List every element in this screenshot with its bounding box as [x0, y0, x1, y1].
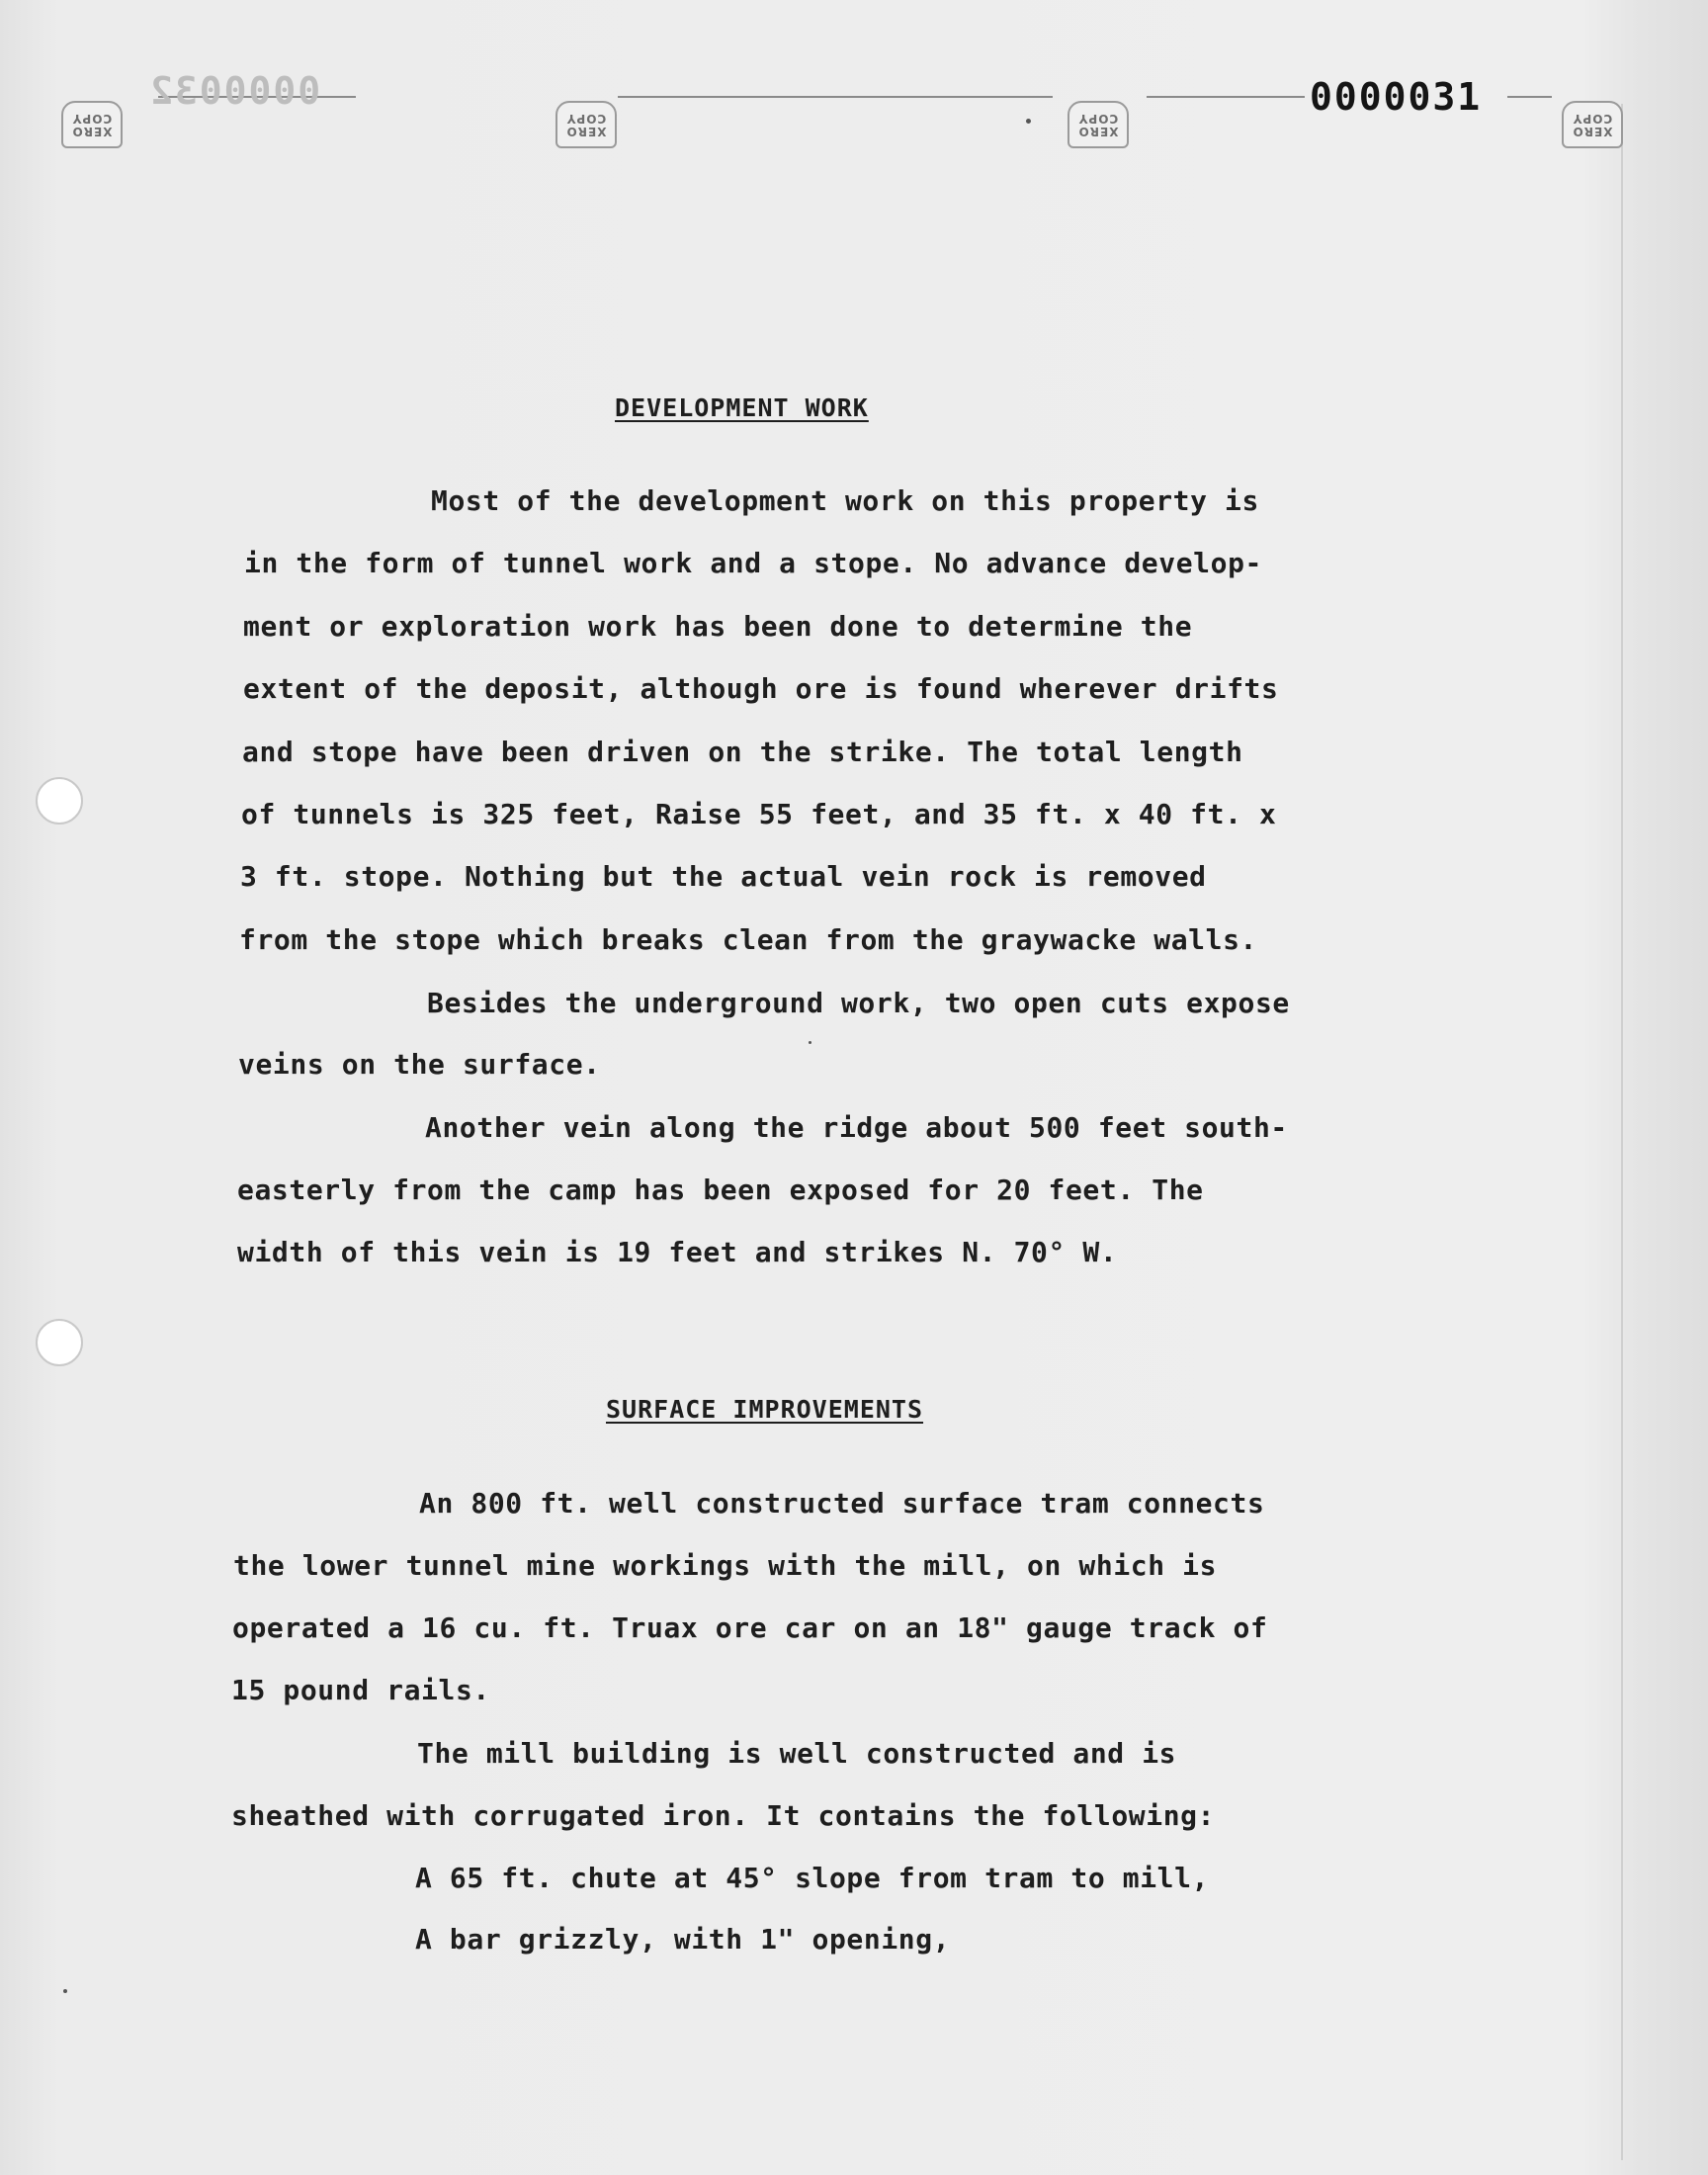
body-text-line: the lower tunnel mine workings with the mill, on which is	[233, 1549, 1218, 1582]
body-text-line: Another vein along the ridge about 500 feet south-	[425, 1111, 1288, 1144]
body-text-line: 15 pound rails.	[231, 1674, 490, 1706]
ghost-page-number: 0000032	[148, 69, 321, 113]
stamp-text: COPY	[1572, 112, 1613, 126]
top-rule	[1147, 96, 1305, 98]
xero-copy-stamp	[555, 101, 617, 148]
stamp-text: COPY	[565, 112, 607, 126]
section-heading: DEVELOPMENT WORK	[615, 393, 869, 422]
body-text-line: operated a 16 cu. ft. Truax ore car on an 18" gauge track of	[232, 1611, 1268, 1644]
body-text-line: width of this vein is 19 feet and strikes N. 70° W.	[237, 1236, 1118, 1268]
top-rule	[1507, 96, 1552, 98]
body-text-line: extent of the deposit, although ore is found wherever drifts	[243, 672, 1279, 705]
body-text-line: sheathed with corrugated iron. It contains the following:	[231, 1799, 1216, 1832]
stamp-text: XERO	[71, 125, 113, 138]
stamp-text: XERO	[565, 125, 607, 138]
paper-speck	[809, 1041, 811, 1044]
body-text-line: 3 ft. stope. Nothing but the actual vein rock is removed	[240, 860, 1207, 893]
body-text-line: The mill building is well constructed and is	[417, 1737, 1177, 1770]
xero-copy-stamp	[61, 101, 123, 148]
stamp-text: XERO	[1077, 125, 1119, 138]
paper-speck	[63, 1989, 67, 1993]
punch-hole	[36, 1319, 83, 1366]
paper-speck	[1026, 119, 1031, 124]
punch-hole	[36, 777, 83, 825]
stamp-text: COPY	[71, 112, 113, 126]
body-text-line: An 800 ft. well constructed surface tram connects	[419, 1487, 1265, 1520]
section-heading: SURFACE IMPROVEMENTS	[606, 1395, 924, 1424]
page-edge-shadow	[1621, 104, 1623, 2160]
body-text-line: Most of the development work on this property is	[431, 484, 1259, 517]
top-rule	[618, 96, 1053, 98]
stamp-text: XERO	[1572, 125, 1613, 138]
body-text-line: A bar grizzly, with 1" opening,	[415, 1923, 951, 1956]
body-text-line: easterly from the camp has been exposed for 20 feet. The	[237, 1174, 1204, 1206]
body-text-line: veins on the surface.	[238, 1048, 601, 1081]
body-text-line: of tunnels is 325 feet, Raise 55 feet, and 35 ft. x 40 ft. x	[241, 798, 1277, 830]
body-text-line: and stope have been driven on the strike. The total length	[242, 736, 1243, 768]
page-number: 0000031	[1310, 75, 1483, 119]
body-text-line: from the stope which breaks clean from the graywacke walls.	[239, 923, 1257, 956]
body-text-line: Besides the underground work, two open cuts expose	[427, 987, 1290, 1019]
body-text-line: A 65 ft. chute at 45° slope from tram to mill,	[415, 1862, 1210, 1894]
stamp-text: COPY	[1077, 112, 1119, 126]
xero-copy-stamp	[1562, 101, 1623, 148]
xero-copy-stamp	[1068, 101, 1129, 148]
body-text-line: ment or exploration work has been done to determine the	[243, 610, 1193, 643]
body-text-line: in the form of tunnel work and a stope. No advance develop-	[244, 547, 1262, 579]
